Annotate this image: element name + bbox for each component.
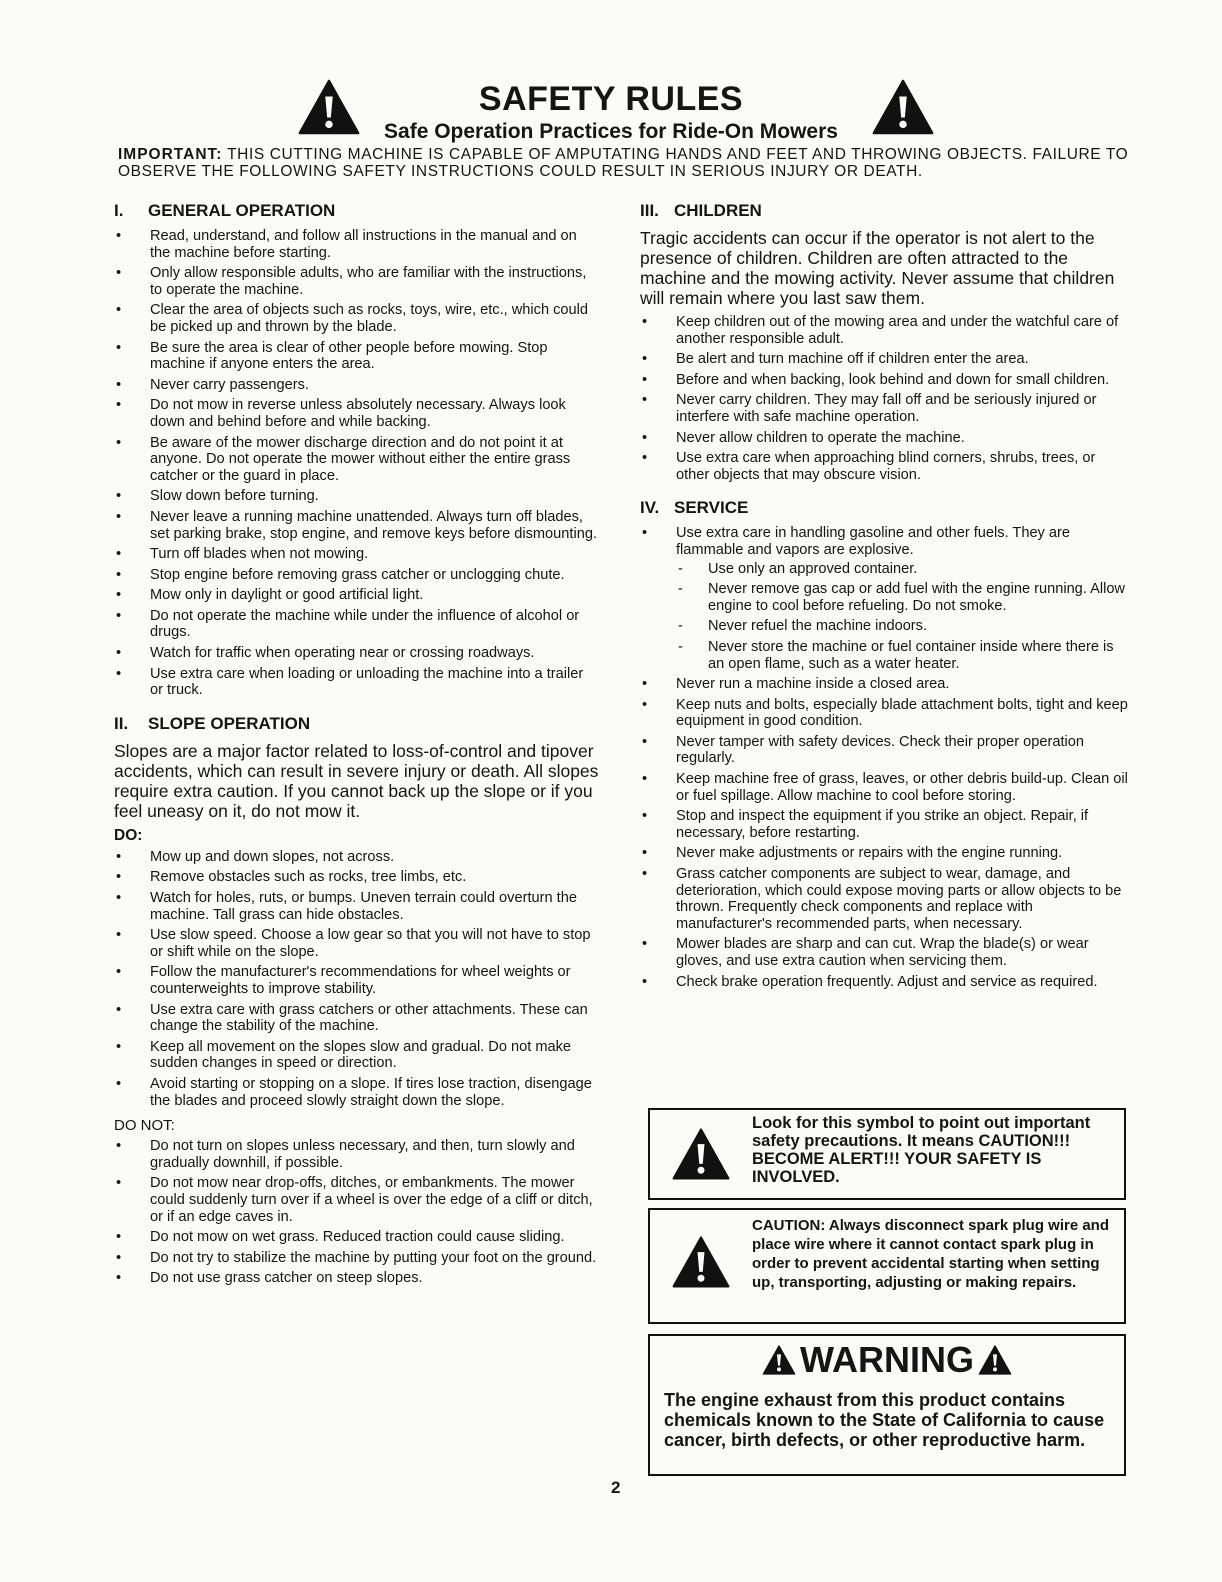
section-heading-service — [640, 497, 1128, 519]
section-title: SLOPE OPERATION — [148, 713, 311, 733]
list-item: • Do not turn on slopes unless necessary, and then, turn slowly and gradually downhill, if possible. — [114, 1138, 600, 1171]
section-heading-children — [640, 200, 1128, 222]
list-item: • Avoid starting or stopping on a slope. If tires lose traction, disengage the blades and proceed slowly straight down the slope. — [114, 1076, 600, 1109]
section-title: SERVICE — [674, 498, 749, 518]
important-label: IMPORTANT: — [118, 146, 223, 163]
caution-text: CAUTION: Always disconnect spark plug wire and place wire where it cannot contact spark plug in order to prevent accidental starting when setting up, transporting, adjusting or making repairs. — [752, 1217, 1110, 1291]
section-title: GENERAL OPERATION — [148, 201, 336, 220]
header — [0, 80, 1222, 144]
warning-heading — [650, 1340, 1124, 1380]
important-notice — [118, 146, 1130, 180]
list-item: • Never carry passengers. — [114, 377, 600, 394]
fuel-item-text: Use extra care in handling gasoline and other fuels. They are flammable and vapors are explosive. — [676, 525, 1071, 558]
sub-list-item: - Never remove gas cap or add fuel with the engine running. Allow engine to cool before refueling. Do not smoke. — [676, 581, 1128, 614]
list-item: • Check brake operation frequently. Adjust and service as required. — [640, 974, 1128, 991]
list-item: • Do not operate the machine while under the influence of alcohol or drugs. — [114, 608, 600, 641]
list-item: • Watch for traffic when operating near or crossing roadways. — [114, 645, 600, 662]
list-item: • Watch for holes, ruts, or bumps. Uneven terrain could overturn the machine. Tall grass can hide obstacles. — [114, 890, 600, 923]
warning-text: The engine exhaust from this product contains chemicals known to the State of California to cause cancer, birth defects, or other reproductive harm. — [664, 1390, 1105, 1450]
list-item: • Use extra care when loading or unloading the machine into a trailer or truck. — [114, 666, 600, 699]
warning-triangle-icon — [672, 1126, 730, 1182]
section-number: II. — [114, 713, 129, 733]
section-number: III. — [640, 201, 659, 220]
warning-triangle-icon — [978, 1345, 1012, 1375]
list-item: • Only allow responsible adults, who are familiar with the instructions, to operate the machine. — [114, 265, 600, 298]
list-item: • Be sure the area is clear of other people before mowing. Stop machine if anyone enters the area. — [114, 340, 600, 373]
section-heading-general — [114, 200, 600, 222]
sub-list-item: - Use only an approved container. — [676, 561, 1128, 578]
list-item: • Never carry children. They may fall off and be seriously injured or interfere with safe machine operation. — [640, 392, 1128, 425]
list-item: • Mow only in daylight or good artificial light. — [114, 587, 600, 604]
list-item: • Use extra care with grass catchers or other attachments. These can change the stability of the machine. — [114, 1002, 600, 1035]
caution-box — [648, 1208, 1126, 1324]
fuel-sublist — [676, 561, 1128, 673]
children-intro: Tragic accidents can occur if the operator is not alert to the presence of children. Children are often attracted to the machine and the mowing activity. Never assume that children will remain where you last saw them. — [640, 228, 1115, 308]
list-item: • Keep children out of the mowing area and under the watchful care of another responsible adult. — [640, 314, 1128, 347]
list-item: • Stop engine before removing grass catcher or unclogging chute. — [114, 567, 600, 584]
do-not-list — [114, 1138, 600, 1287]
section-number: I. — [114, 201, 124, 220]
list-item: • Never tamper with safety devices. Check their proper operation regularly. — [640, 734, 1128, 767]
list-item: • Be alert and turn machine off if children enter the area. — [640, 351, 1128, 368]
list-item: • Read, understand, and follow all instructions in the manual and on the machine before starting. — [114, 228, 600, 261]
list-item: • Never make adjustments or repairs with the engine running. — [640, 845, 1128, 862]
do-list — [114, 849, 600, 1109]
right-column — [640, 200, 1128, 994]
list-item: • Keep nuts and bolts, especially blade attachment bolts, tight and keep equipment in good condition. — [640, 697, 1128, 730]
page-subtitle: Safe Operation Practices for Ride-On Mowers — [384, 120, 838, 143]
list-item: • Clear the area of objects such as rocks, toys, wire, etc., which could be picked up and thrown by the blade. — [114, 302, 600, 335]
list-item: • Use extra care when approaching blind corners, shrubs, trees, or other objects that may obscure vision. — [640, 450, 1128, 483]
list-item: • Turn off blades when not mowing. — [114, 546, 600, 563]
list-item: • Stop and inspect the equipment if you strike an object. Repair, if necessary, before restarting. — [640, 808, 1128, 841]
list-item: • Slow down before turning. — [114, 488, 600, 505]
sub-list-item: - Never refuel the machine indoors. — [676, 618, 1128, 635]
list-item: • Never run a machine inside a closed area. — [640, 676, 1128, 693]
sub-list-item: - Never store the machine or fuel container inside where there is an open flame, such as a water heater. — [676, 639, 1128, 672]
general-list — [114, 228, 600, 699]
list-item: • Do not mow on wet grass. Reduced traction could cause sliding. — [114, 1229, 600, 1246]
left-column — [114, 200, 600, 1291]
list-item: • Do not mow near drop-offs, ditches, or embankments. The mower could suddenly turn over if a wheel is over the edge of a cliff or ditch, or if an edge caves in. — [114, 1175, 600, 1225]
warning-triangle-icon — [762, 1345, 796, 1375]
list-item: • Be aware of the mower discharge direction and do not point it at anyone. Do not operate the mower without either the entire grass catcher or the guard in place. — [114, 435, 600, 485]
section-number: IV. — [640, 498, 660, 518]
list-item: • Keep machine free of grass, leaves, or other debris build-up. Clean oil or fuel spillage. Allow machine to cool before storing. — [640, 771, 1128, 804]
list-item: • Do not mow in reverse unless absolutely necessary. Always look down and behind before and while backing. — [114, 397, 600, 430]
list-item: • Before and when backing, look behind and down for small children. — [640, 372, 1128, 389]
important-text: THIS CUTTING MACHINE IS CAPABLE OF AMPUTATING HANDS AND FEET AND THROWING OBJECTS. FAILURE TO OBSERVE THE FOLLOWING SAFETY INSTRUCTIONS COULD RESULT IN SERIOUS INJURY OR DEATH. — [118, 146, 1129, 180]
list-item: • Grass catcher components are subject to wear, damage, and deterioration, which could expose moving parts or allow objects to be thrown. Frequently check components and replace with manufacturer's recommended parts, when necessary. — [640, 866, 1128, 932]
list-item: • Never allow children to operate the machine. — [640, 430, 1128, 447]
slope-intro: Slopes are a major factor related to loss-of-control and tipover accidents, which can result in severe injury or death. All slopes require extra caution. If you cannot back up the slope or if you feel uneasy on it, do not mow it. — [114, 740, 599, 821]
warning-box — [648, 1334, 1126, 1476]
warning-title: WARNING — [800, 1339, 974, 1380]
children-list — [640, 314, 1128, 483]
list-item — [640, 525, 1128, 672]
list-item: • Do not use grass catcher on steep slopes. — [114, 1270, 600, 1287]
list-item: • Use slow speed. Choose a low gear so that you will not have to stop or shift while on the slope. — [114, 927, 600, 960]
do-not-label: DO NOT: — [114, 1117, 175, 1135]
list-item: • Mower blades are sharp and can cut. Wrap the blade(s) or wear gloves, and use extra caution when servicing them. — [640, 936, 1128, 969]
list-item: • Remove obstacles such as rocks, tree limbs, etc. — [114, 869, 600, 886]
safety-symbol-box — [648, 1108, 1126, 1200]
list-item: • Never leave a running machine unattended. Always turn off blades, set parking brake, stop engine, and remove keys before dismounting. — [114, 509, 600, 542]
warning-triangle-icon — [672, 1234, 730, 1290]
page-number: 2 — [611, 1478, 621, 1497]
section-heading-slope — [114, 713, 600, 735]
list-item: • Mow up and down slopes, not across. — [114, 849, 600, 866]
do-label: DO: — [114, 826, 143, 844]
section-title: CHILDREN — [674, 201, 762, 220]
service-list — [640, 525, 1128, 990]
page-title: SAFETY RULES — [478, 80, 744, 118]
list-item: • Do not try to stabilize the machine by putting your foot on the ground. — [114, 1250, 600, 1267]
list-item: • Keep all movement on the slopes slow and gradual. Do not make sudden changes in speed or direction. — [114, 1039, 600, 1072]
list-item: • Follow the manufacturer's recommendations for wheel weights or counterweights to improve stability. — [114, 964, 600, 997]
safety-symbol-text: Look for this symbol to point out important safety precautions. It means CAUTION!!! BECOME ALERT!!! YOUR SAFETY IS INVOLVED. — [752, 1114, 1091, 1186]
